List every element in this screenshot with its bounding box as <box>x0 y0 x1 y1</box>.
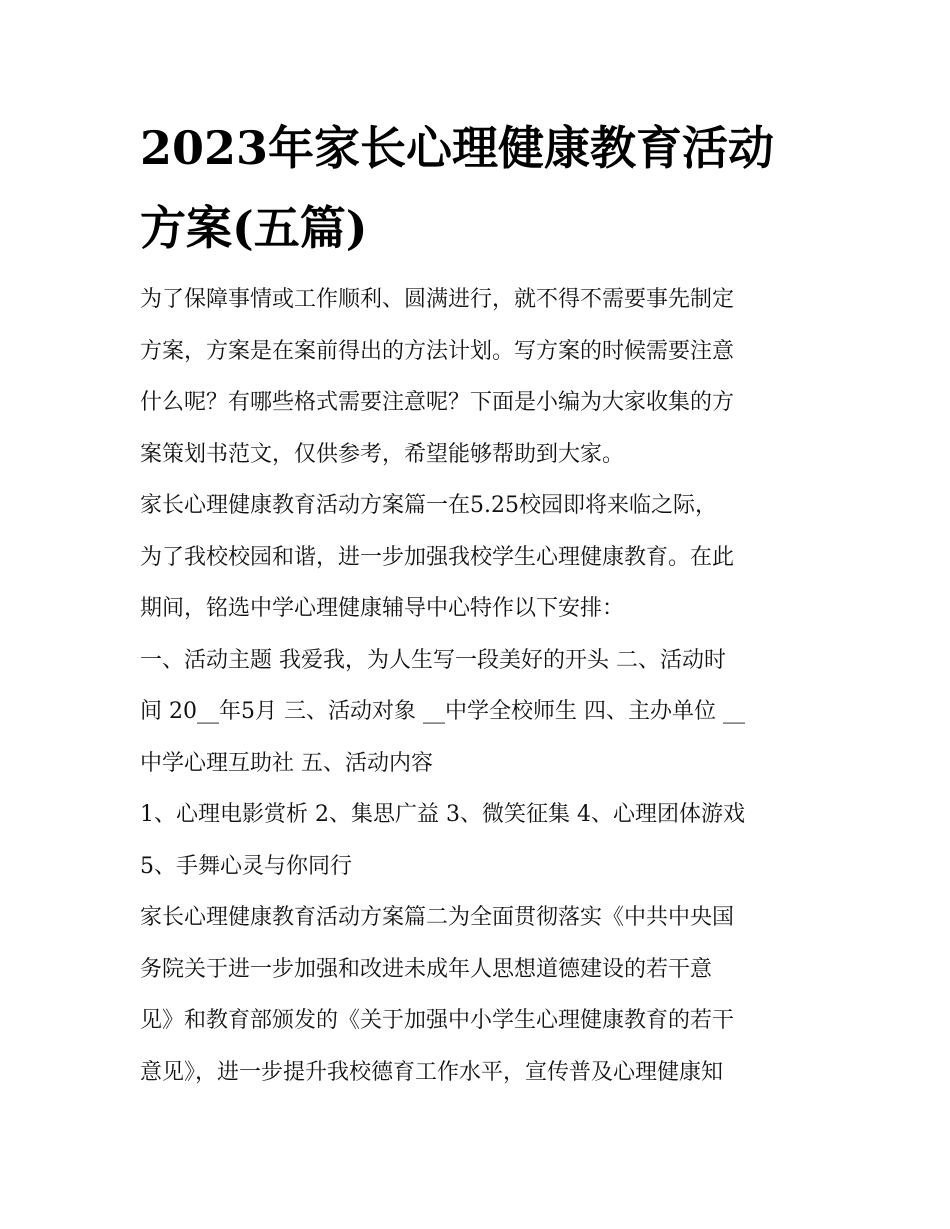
document-title <box>140 108 820 268</box>
body-line: 期间，铭选中学心理健康辅导中心特作以下安排： <box>140 596 625 621</box>
body-line: 家长心理健康教育活动方案篇一在5.25校园即将来临之际， <box>140 493 717 518</box>
body-line: 为了保障事情或工作顺利、圆满进行，就不得不需要事先制定 <box>140 287 735 312</box>
body-line: 意见》，进一步提升我校德育工作水平，宣传普及心理健康知 <box>140 1059 724 1085</box>
body-line: 务院关于进一步加强和改进未成年人思想道德建设的若干意 <box>140 956 713 982</box>
body-line: 案策划书范文，仅供参考，希望能够帮助到大家。 <box>140 441 625 467</box>
body-line: 间 20__年5月 三、活动对象 __中学全校师生 四、主办单位 __ <box>140 699 745 724</box>
body-line: 中学心理互助社 五、活动内容 <box>140 750 433 776</box>
body-line: 什么呢？有哪些格式需要注意呢？下面是小编为大家收集的方 <box>140 390 735 415</box>
document-body <box>140 278 820 1102</box>
body-line: 为了我校校园和谐，进一步加强我校学生心理健康教育。在此 <box>140 544 735 570</box>
body-line: 5、手舞心灵与你同行 <box>140 853 352 879</box>
body-line: 家长心理健康教育活动方案篇二为全面贯彻落实《中共中央国 <box>140 905 735 930</box>
body-line: 方案，方案是在案前得出的方法计划。写方案的时候需要注意 <box>140 338 735 364</box>
title-line-2: 方案(五篇) <box>140 201 368 255</box>
title-line-1: 2023年家长心理健康教育活动 <box>140 121 775 175</box>
body-line: 1、心理电影赏析 2、集思广益 3、微笑征集 4、心理团体游戏 <box>140 802 745 827</box>
body-line: 一、活动主题 我爱我，为人生写一段美好的开头 二、活动时 <box>140 647 726 673</box>
body-line: 见》和教育部颁发的《关于加强中小学生心理健康教育的若干 <box>140 1008 735 1033</box>
